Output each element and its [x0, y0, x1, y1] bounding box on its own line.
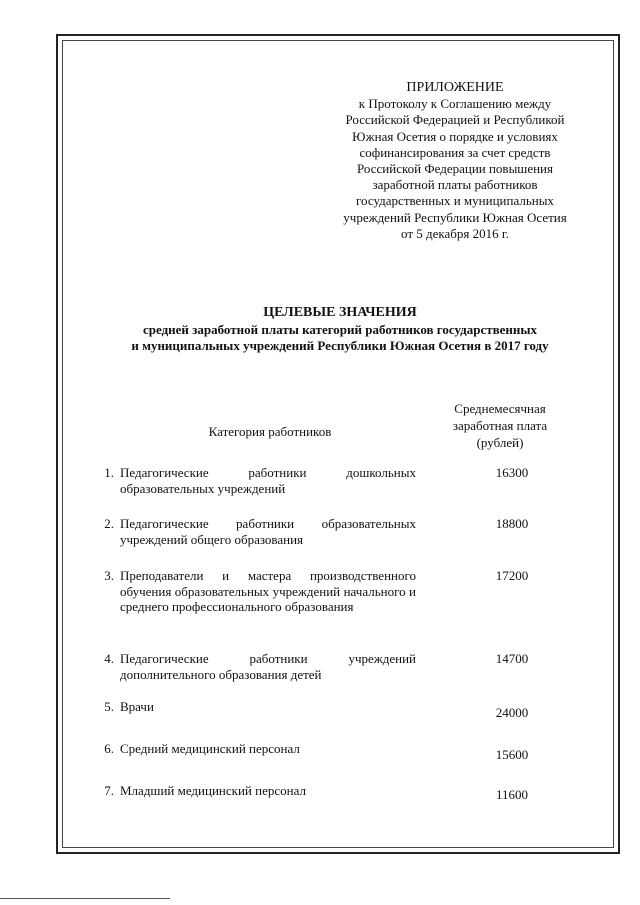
salary-header-line: Среднемесячная [454, 401, 546, 416]
appendix-heading: ПРИЛОЖЕНИЕ [406, 80, 504, 95]
row-category: Педагогические работники учреждений дополнительного образования детей [120, 651, 416, 682]
salary-header-line: заработная плата [452, 418, 548, 433]
salary-header-line: (рублей) [476, 435, 524, 450]
appendix-line: Южная Осетия о порядке и условиях [352, 128, 558, 144]
title-line-3: и муниципальных учреждений Республики Южная Осетия в 2017 году [131, 338, 549, 353]
row-number: 5. [104, 699, 114, 714]
row-number: 6. [104, 741, 114, 756]
row-category: Средний медицинский персонал [120, 741, 300, 756]
row-category: Младший медицинский персонал [120, 783, 306, 798]
appendix-line: к Протоколу к Соглашению между [358, 96, 552, 112]
row-number: 7. [104, 783, 114, 798]
appendix-line: заработной платы работников [372, 177, 538, 193]
bottom-rule [0, 898, 170, 899]
row-value: 14700 [495, 651, 529, 666]
title-line-2: средней заработной платы категорий работников государственных [142, 321, 538, 337]
row-value: 15600 [495, 747, 529, 762]
row-category: Преподаватели и мастера производственного обучения образовательных учреждений начального и среднего профессионального образования [120, 568, 416, 614]
appendix-line: от 5 декабря 2016 г. [401, 225, 509, 241]
row-value: 11600 [495, 787, 529, 802]
row-category: Педагогические работники дошкольных образовательных учреждений [120, 465, 416, 496]
appendix-block [320, 80, 590, 242]
title-line-1: ЦЕЛЕВЫЕ ЗНАЧЕНИЯ [263, 305, 417, 320]
row-value: 18800 [495, 516, 529, 531]
column-header-category: Категория работников [208, 424, 332, 439]
row-number: 2. [104, 516, 114, 531]
row-value: 16300 [495, 465, 529, 480]
appendix-line: софинансирования за счет средств [359, 144, 551, 160]
appendix-line: учреждений Республики Южная Осетия [343, 209, 567, 225]
appendix-line: Российской Федерацией и Республикой [345, 112, 565, 128]
row-number: 3. [104, 568, 114, 583]
appendix-line: Российской Федерации повышения [357, 161, 553, 177]
row-category: Педагогические работники образовательных учреждений общего образования [120, 516, 416, 547]
column-header-salary [430, 400, 570, 451]
row-value: 17200 [495, 568, 529, 583]
row-category: Врачи [120, 699, 154, 714]
row-number: 1. [104, 465, 114, 480]
appendix-line: государственных и муниципальных [356, 193, 554, 209]
document-title [80, 305, 600, 355]
row-value: 24000 [495, 705, 529, 720]
row-number: 4. [104, 651, 114, 666]
